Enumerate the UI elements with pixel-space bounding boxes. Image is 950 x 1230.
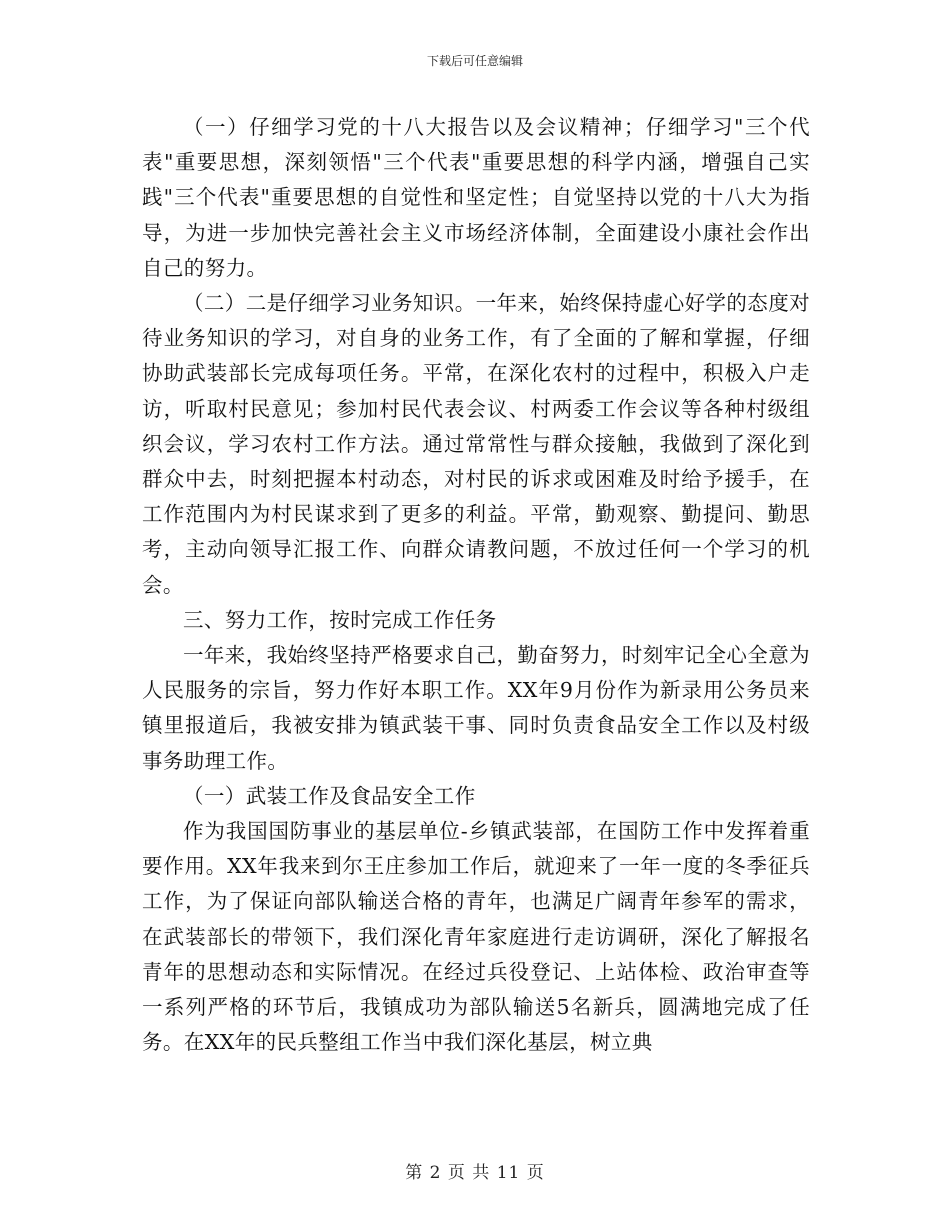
page-header: 下载后可任意编辑 bbox=[426, 54, 523, 68]
section-heading-work: 三、努力工作，按时完成工作任务 bbox=[183, 607, 497, 632]
paragraph-work-summary: 一年来，我始终坚持严格要求自己，勤奋努力，时刻牢记全心全意为人民服务的宗旨，努力作好本职工作。XX年9月份作为新录用公务员来镇里报道后，我被安排为镇武装干事、同时负责食品安全工作以及村级事务助理工作。 bbox=[142, 643, 810, 773]
paragraph-study-spirit: （一）仔细学习党的十八大报告以及会议精神；仔细学习"三个代表"重要思想，深刻领悟"三个代表"重要思想的科学内涵，增强自己实践"三个代表"重要思想的自觉性和坚定性；自觉坚持以党的十八大为指导，为进一步加快完善社会主义市场经济体制，全面建设小康社会作出自己的努力。 bbox=[142, 115, 810, 280]
subheading-armed-food-safety: （一）武装工作及食品安全工作 bbox=[183, 783, 476, 808]
page-footer: 第 2 页 共 11 页 bbox=[405, 1163, 545, 1183]
document-body bbox=[142, 110, 810, 1060]
paragraph-armed-work: 作为我国国防事业的基层单位-乡镇武装部，在国防工作中发挥着重要作用。XX年我来到尔王庄参加工作后，就迎来了一年一度的冬季征兵工作，为了保证向部队输送合格的青年，也满足广阔青年参军的需求，在武装部长的带领下，我们深化青年家庭进行走访调研，深化了解报名青年的思想动态和实际情况。在经过兵役登记、上站体检、政治审查等一系列严格的环节后，我镇成功为部队输送5名新兵，圆满地完成了任务。在XX年的民兵整组工作当中我们深化基层，树立典 bbox=[142, 819, 810, 1055]
paragraph-study-business: （二）二是仔细学习业务知识。一年来，始终保持虚心好学的态度对待业务知识的学习，对自身的业务工作，有了全面的了解和掌握，仔细协助武装部长完成每项任务。平常，在深化农村的过程中，积极入户走访，听取村民意见；参加村民代表会议、村两委工作会议等各种村级组织会议，学习农村工作方法。通过常常性与群众接触，我做到了深化到群众中去，时刻把握本村动态，对村民的诉求或困难及时给予援手，在工作范围内为村民谋求到了更多的利益。平常，勤观察、勤提问、勤思考，主动向领导汇报工作、向群众请教问题，不放过任何一个学习的机会。 bbox=[142, 291, 810, 597]
